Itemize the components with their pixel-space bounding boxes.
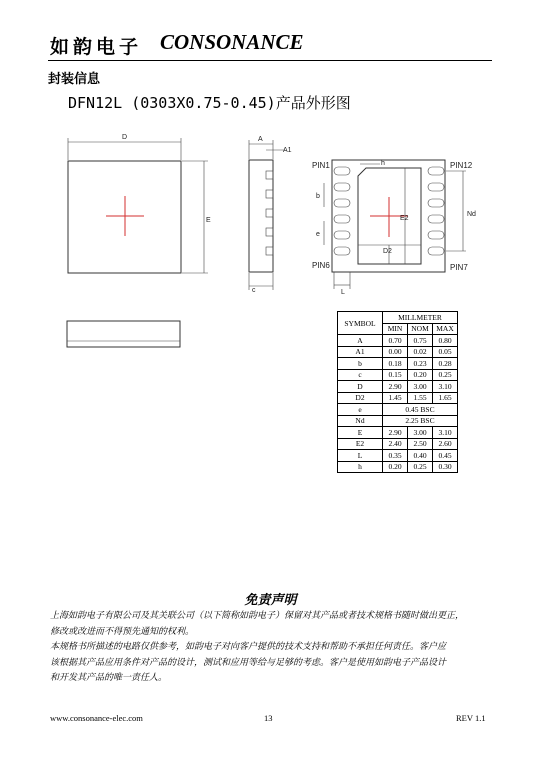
cell-min: 0.20 <box>383 461 408 473</box>
side-lead <box>266 247 273 255</box>
disclaimer-body <box>50 609 495 687</box>
label-e-pitch: e <box>316 231 320 238</box>
cell-symbol: D <box>338 381 383 393</box>
cell-min: 0.18 <box>383 358 408 370</box>
cell-max: 2.60 <box>433 438 458 450</box>
dimension-table <box>337 311 458 473</box>
cell-max: 0.30 <box>433 461 458 473</box>
cell-symbol: D2 <box>338 392 383 404</box>
pad <box>428 167 444 175</box>
profile-view-body <box>67 321 180 347</box>
label-h: h <box>381 160 385 167</box>
disclaimer-line: 和开发其产品的唯一责任人。 <box>50 673 168 683</box>
disclaimer-title: 免责声明 <box>244 593 297 608</box>
cell-max: 3.10 <box>433 427 458 439</box>
label-e2: E2 <box>400 215 409 222</box>
disclaimer-line: 修改或改进而不得预先通知的权利。 <box>50 626 195 637</box>
side-lead <box>266 209 273 217</box>
cell-nom: 0.25 <box>408 461 433 473</box>
cell-nom: 2.50 <box>408 438 433 450</box>
min-header: MIN <box>383 323 408 335</box>
pad <box>428 231 444 239</box>
cell-symbol: b <box>338 358 383 370</box>
cell-nom: 0.75 <box>408 335 433 347</box>
cell-nom: 1.55 <box>408 392 433 404</box>
cell-min: 0.35 <box>383 450 408 462</box>
pad <box>428 183 444 191</box>
disclaimer-line: 该根据其产品应用条件对产品的设计，测试和应用等给与足够的考虑。客户是使用如韵电子产品设计 <box>50 657 447 668</box>
cell-max: 0.45 <box>433 450 458 462</box>
label-d2: D2 <box>383 248 392 255</box>
cell-min: 2.40 <box>383 438 408 450</box>
footer-revision: REV 1.1 <box>456 713 486 723</box>
unit-header: MILLMETER <box>383 312 458 324</box>
label-e: E <box>206 217 211 224</box>
max-header: MAX <box>433 323 458 335</box>
cell-max: 3.10 <box>433 381 458 393</box>
cell-max: 0.05 <box>433 346 458 358</box>
side-lead <box>266 171 273 179</box>
cell-min: 0.00 <box>383 346 408 358</box>
table-row <box>338 427 458 439</box>
pad <box>334 183 350 191</box>
label-nd: Nd <box>467 211 476 218</box>
pad <box>334 199 350 207</box>
cell-span: 2.25 BSC <box>383 415 458 427</box>
section-title: 封装信息 <box>48 72 101 87</box>
cell-symbol: A1 <box>338 346 383 358</box>
footer-page-number: 13 <box>264 713 273 723</box>
cell-nom: 3.00 <box>408 427 433 439</box>
side-lead <box>266 228 273 236</box>
brand-english-logo: CONSONANCE <box>160 30 304 54</box>
label-a1: A1 <box>283 147 292 154</box>
table-row <box>338 392 458 404</box>
cell-symbol: e <box>338 404 383 416</box>
package-title: DFN12L (0303X0.75-0.45)产品外形图 <box>68 94 351 112</box>
disclaimer-line: 上海如韵电子有限公司及其关联公司（以下简称如韵电子）保留对其产品或者技术规格书随时做出更正， <box>50 611 465 621</box>
pad <box>428 247 444 255</box>
table-row <box>338 450 458 462</box>
cell-nom: 3.00 <box>408 381 433 393</box>
table-row <box>338 358 458 370</box>
label-b: b <box>316 193 320 200</box>
pad <box>334 247 350 255</box>
label-l: L <box>341 289 345 296</box>
table-row <box>338 461 458 473</box>
cell-symbol: h <box>338 461 383 473</box>
cell-symbol: Nd <box>338 415 383 427</box>
right-pads <box>428 167 444 255</box>
label-c: c <box>252 287 256 294</box>
label-pin1: PIN1 <box>312 161 330 170</box>
table-row <box>338 335 458 347</box>
cell-max: 1.65 <box>433 392 458 404</box>
pad <box>334 215 350 223</box>
cell-nom: 0.23 <box>408 358 433 370</box>
table-row <box>338 404 458 416</box>
cell-nom: 0.20 <box>408 369 433 381</box>
brand-chinese-logo: 如韵电子 <box>50 36 143 58</box>
cell-symbol: A <box>338 335 383 347</box>
label-pin7: PIN7 <box>450 263 468 272</box>
label-a: A <box>258 136 263 143</box>
cell-min: 0.70 <box>383 335 408 347</box>
cell-max: 0.80 <box>433 335 458 347</box>
table-row <box>338 438 458 450</box>
cell-nom: 0.02 <box>408 346 433 358</box>
pad <box>428 215 444 223</box>
cell-max: 0.25 <box>433 369 458 381</box>
cell-min: 1.45 <box>383 392 408 404</box>
side-lead <box>266 190 273 198</box>
table-row <box>338 381 458 393</box>
table-row <box>338 415 458 427</box>
disclaimer-line: 本规格书所描述的电路仅供参考，如韵电子对向客户提供的技术支持和帮助不承担任何责任。客户应 <box>50 642 447 652</box>
footer-website: www.consonance-elec.com <box>50 713 143 723</box>
cell-nom: 0.40 <box>408 450 433 462</box>
cell-symbol: E <box>338 427 383 439</box>
pad <box>334 231 350 239</box>
cell-min: 0.15 <box>383 369 408 381</box>
label-pin12: PIN12 <box>450 161 473 170</box>
cell-min: 2.90 <box>383 427 408 439</box>
pad <box>428 199 444 207</box>
cell-span: 0.45 BSC <box>383 404 458 416</box>
cell-symbol: L <box>338 450 383 462</box>
cell-min: 2.90 <box>383 381 408 393</box>
table-row <box>338 346 458 358</box>
pad <box>334 167 350 175</box>
cell-symbol: E2 <box>338 438 383 450</box>
table-row <box>338 369 458 381</box>
nom-header: NOM <box>408 323 433 335</box>
symbol-header: SYMBOL <box>338 312 383 335</box>
cell-symbol: c <box>338 369 383 381</box>
table-header-row <box>338 312 458 324</box>
label-d: D <box>122 134 128 141</box>
left-pads <box>334 167 350 255</box>
label-pin6: PIN6 <box>312 261 330 270</box>
cell-max: 0.28 <box>433 358 458 370</box>
